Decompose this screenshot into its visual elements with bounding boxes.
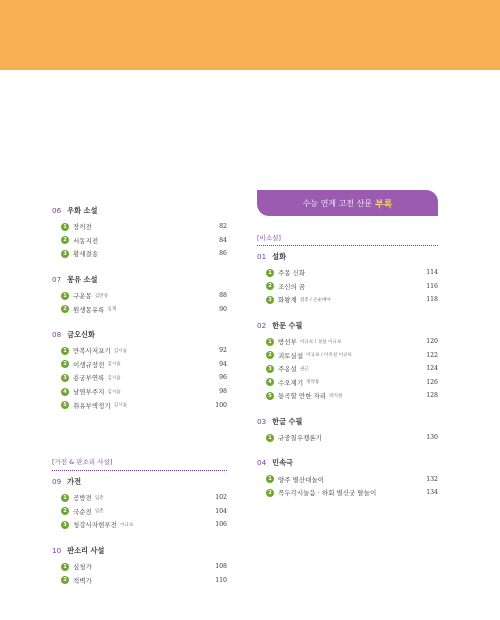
entry-number-badge: 3 xyxy=(61,250,69,258)
entry-title: 적벽가 xyxy=(73,576,92,585)
section-number: 01 xyxy=(257,252,267,261)
entry-title: 구운몽 xyxy=(73,292,92,301)
entry-page-number: 102 xyxy=(215,494,227,502)
entry-page-number: 122 xyxy=(426,351,438,359)
toc-entry[interactable] xyxy=(257,348,438,362)
toc-entry[interactable] xyxy=(52,398,227,412)
toc-entry[interactable] xyxy=(257,266,438,280)
entry-page-number: 88 xyxy=(219,292,227,300)
section-number: 10 xyxy=(52,545,62,555)
entry-author: 이규보 xyxy=(119,522,134,528)
section-title: 몽유 소설 xyxy=(67,274,98,284)
toc-entry[interactable] xyxy=(52,505,227,519)
section-heading xyxy=(52,330,227,344)
entry-page-number: 84 xyxy=(219,236,227,244)
top-color-band xyxy=(0,0,500,70)
toc-entry[interactable] xyxy=(257,389,438,403)
toc-section xyxy=(52,206,227,261)
entry-author: 설총 / 손순매아 xyxy=(299,297,331,303)
entry-title: 국순전 xyxy=(73,507,92,516)
toc-entry[interactable] xyxy=(52,518,227,532)
entry-author: 이규보 / 이옥설 이규보 xyxy=(306,353,352,359)
section-heading xyxy=(52,477,227,491)
entry-title: 주몽 신화 xyxy=(278,269,306,278)
section-number: 08 xyxy=(52,329,62,339)
banner-highlight: 부록 xyxy=(375,199,393,210)
entry-title: 공방전 xyxy=(73,494,92,503)
toc-entry[interactable] xyxy=(52,491,227,505)
section-title: 민속극 xyxy=(272,458,293,468)
section-heading xyxy=(52,275,227,289)
toc-entry[interactable] xyxy=(52,289,227,303)
toc-section xyxy=(52,330,227,412)
entry-number-badge: 1 xyxy=(266,269,274,277)
toc-entry[interactable] xyxy=(257,293,438,307)
toc-entry[interactable] xyxy=(52,247,227,261)
section-number: 07 xyxy=(52,274,62,284)
section-heading xyxy=(257,417,438,431)
entry-title: 괴토실설 xyxy=(278,351,304,360)
toc-entry[interactable] xyxy=(257,431,438,445)
entry-author: 김시습 xyxy=(107,362,121,368)
entry-page-number: 134 xyxy=(426,489,438,497)
toc-entry[interactable] xyxy=(52,302,227,316)
toc-entry[interactable] xyxy=(257,280,438,294)
section-heading xyxy=(257,252,438,266)
section-heading xyxy=(257,458,438,472)
entry-title: 용궁부연록 xyxy=(73,374,105,383)
entry-title: 규중칠우쟁론기 xyxy=(278,434,322,443)
entry-page-number: 92 xyxy=(219,347,227,355)
entry-number-badge: 1 xyxy=(61,292,69,300)
toc-section xyxy=(52,477,227,532)
entry-page-number: 108 xyxy=(215,563,227,571)
entry-page-number: 132 xyxy=(426,475,438,483)
toc-entry[interactable] xyxy=(52,371,227,385)
entry-page-number: 104 xyxy=(215,507,227,515)
entry-title: 꼭두각시놀음 · 하회 별신굿 탈놀이 xyxy=(278,489,377,498)
toc-right-column xyxy=(257,190,438,514)
entry-number-badge: 2 xyxy=(266,489,274,497)
entry-number-badge: 5 xyxy=(61,401,69,409)
entry-title: 장끼전 xyxy=(73,223,92,232)
entry-number-badge: 3 xyxy=(266,365,274,373)
entry-title: 황새결송 xyxy=(73,250,99,259)
entry-page-number: 126 xyxy=(426,378,438,386)
entry-number-badge: 1 xyxy=(61,223,69,231)
entry-title: 서동지전 xyxy=(73,236,99,245)
entry-page-number: 120 xyxy=(426,338,438,346)
entry-number-badge: 4 xyxy=(266,378,274,386)
entry-page-number: 130 xyxy=(426,434,438,442)
entry-number-badge: 2 xyxy=(61,360,69,368)
entry-number-badge: 5 xyxy=(266,392,274,400)
entry-title: 조신의 꿈 xyxy=(278,282,306,291)
entry-author: 김만중 xyxy=(94,293,109,299)
entry-title: 청강사자현부전 xyxy=(73,521,117,530)
entry-author: 권근 xyxy=(299,366,309,372)
section-heading xyxy=(52,206,227,220)
category-label-nonfiction: [비소설] xyxy=(257,233,281,242)
entry-page-number: 114 xyxy=(426,269,438,277)
entry-page-number: 94 xyxy=(219,360,227,368)
section-number: 09 xyxy=(52,476,62,486)
entry-page-number: 98 xyxy=(219,388,227,396)
toc-entry[interactable] xyxy=(52,385,227,399)
entry-page-number: 106 xyxy=(215,521,227,529)
toc-section xyxy=(257,417,438,445)
entry-number-badge: 2 xyxy=(61,507,69,515)
toc-left-column xyxy=(52,206,227,601)
entry-number-badge: 3 xyxy=(61,521,69,529)
section-title: 설화 xyxy=(272,252,287,261)
entry-title: 방선부 xyxy=(278,338,297,347)
entry-title: 화왕계 xyxy=(278,296,297,305)
toc-section xyxy=(52,275,227,316)
entry-title: 만복사저포기 xyxy=(73,347,111,356)
toc-entry[interactable] xyxy=(52,234,227,248)
toc-entry[interactable] xyxy=(52,220,227,234)
entry-title: 이생규장전 xyxy=(73,360,105,369)
toc-section xyxy=(52,546,227,587)
section-title: 금오신화 xyxy=(67,329,95,339)
toc-section xyxy=(257,252,438,307)
dotted-divider xyxy=(257,245,438,246)
section-number: 06 xyxy=(52,206,62,215)
section-title: 우화 소설 xyxy=(67,206,98,215)
entry-author: 임제 xyxy=(107,307,117,313)
entry-number-badge: 2 xyxy=(61,305,69,313)
toc-entry[interactable] xyxy=(257,472,438,486)
section-number: 04 xyxy=(257,458,267,468)
entry-title: 통곡할 만한 자리 xyxy=(278,392,327,401)
entry-author: 김시습 xyxy=(113,348,128,354)
entry-number-badge: 1 xyxy=(61,563,69,571)
section-title: 한문 수필 xyxy=(272,320,303,330)
toc-section xyxy=(257,458,438,499)
dotted-divider xyxy=(52,470,227,471)
entry-page-number: 100 xyxy=(215,401,227,409)
toc-entry[interactable] xyxy=(257,486,438,500)
entry-author: 임춘 xyxy=(94,509,104,515)
entry-number-badge: 2 xyxy=(61,236,69,244)
entry-author: 김시습 xyxy=(107,375,121,381)
appendix-banner xyxy=(257,190,438,216)
entry-number-badge: 1 xyxy=(61,347,69,355)
entry-title: 수오재기 xyxy=(278,378,304,387)
entry-number-badge: 2 xyxy=(266,351,274,359)
entry-title: 주옹설 xyxy=(278,365,297,374)
entry-number-badge: 3 xyxy=(266,296,274,304)
entry-title: 양주 별산대놀이 xyxy=(278,475,325,484)
entry-page-number: 82 xyxy=(219,223,227,231)
section-number: 03 xyxy=(257,416,267,426)
entry-number-badge: 2 xyxy=(266,282,274,290)
category-label-gajeon: [가전 & 판소리 사설] xyxy=(52,458,113,467)
section-title: 가전 xyxy=(67,476,82,486)
entry-page-number: 118 xyxy=(426,296,438,304)
entry-title: 남염부주지 xyxy=(73,388,105,397)
toc-entry[interactable] xyxy=(257,376,438,390)
entry-page-number: 96 xyxy=(219,374,227,382)
section-number: 02 xyxy=(257,320,267,330)
toc-entry[interactable] xyxy=(257,362,438,376)
toc-section xyxy=(257,321,438,403)
entry-author: 임춘 xyxy=(94,495,104,501)
entry-title: 취유부벽정기 xyxy=(73,401,111,410)
entry-page-number: 116 xyxy=(426,282,438,290)
section-title: 판소리 사설 xyxy=(67,545,105,555)
entry-author: 이규보 / 경설 이규보 xyxy=(299,339,342,345)
entry-page-number: 128 xyxy=(426,392,438,400)
entry-number-badge: 1 xyxy=(266,338,274,346)
section-heading xyxy=(52,546,227,560)
entry-page-number: 86 xyxy=(219,250,227,258)
entry-number-badge: 1 xyxy=(266,475,274,483)
entry-page-number: 110 xyxy=(215,576,227,584)
section-heading xyxy=(257,321,438,335)
entry-number-badge: 1 xyxy=(61,494,69,502)
entry-author: 박지원 xyxy=(329,393,343,399)
entry-author: 정약용 xyxy=(306,380,320,386)
toc-entry[interactable] xyxy=(52,573,227,587)
entry-number-badge: 1 xyxy=(266,434,274,442)
entry-number-badge: 4 xyxy=(61,388,69,396)
entry-title: 원생몽유록 xyxy=(73,305,105,314)
banner-text: 수능 연계 고전 산문 xyxy=(302,198,373,208)
entry-author: 김시습 xyxy=(113,403,128,409)
section-title: 한글 수필 xyxy=(272,416,303,426)
entry-number-badge: 2 xyxy=(61,576,69,584)
toc-entry[interactable] xyxy=(52,560,227,574)
toc-entry[interactable] xyxy=(52,358,227,372)
entry-number-badge: 3 xyxy=(61,374,69,382)
entry-page-number: 124 xyxy=(426,365,438,373)
toc-entry[interactable] xyxy=(257,335,438,349)
entry-title: 심청가 xyxy=(73,563,92,572)
toc-entry[interactable] xyxy=(52,344,227,358)
entry-author: 김시습 xyxy=(107,389,121,395)
entry-page-number: 90 xyxy=(219,305,227,313)
